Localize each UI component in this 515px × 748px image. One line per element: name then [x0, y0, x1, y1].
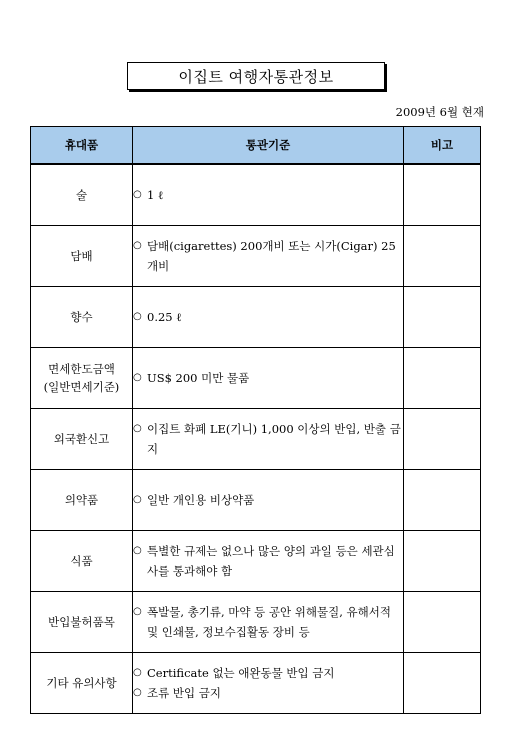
- standard-text: US$ 200 미만 물품: [147, 371, 250, 385]
- table-header-row: [31, 127, 481, 165]
- remarks-cell: [404, 470, 481, 531]
- remarks-cell: [404, 592, 481, 653]
- standard-text: 폭발물, 총기류, 마약 등 공안 위해물질, 유해서적 및 인쇄물, 정보수집활동 장비 등: [147, 605, 391, 639]
- standard-cell: [133, 409, 404, 470]
- page-title: 이집트 여행자통관정보: [127, 62, 385, 90]
- standard-entry: [133, 541, 403, 581]
- item-cell: [31, 653, 133, 714]
- item-cell: [31, 592, 133, 653]
- item-label: 면세한도금액: [48, 362, 115, 376]
- header-remarks: 비고: [404, 127, 481, 165]
- standard-text: 일반 개인용 비상약품: [147, 493, 255, 507]
- standard-entry: [133, 419, 403, 459]
- item-label: (일반면세기준): [43, 380, 120, 394]
- circle-bullet-icon: ○: [133, 687, 142, 698]
- remarks-cell: [404, 348, 481, 409]
- item-cell: [31, 287, 133, 348]
- standard-entry: [133, 185, 403, 205]
- standard-cell: [133, 226, 404, 287]
- circle-bullet-icon: ○: [133, 545, 142, 556]
- item-label: 기타 유의사항: [46, 676, 117, 690]
- remarks-cell: [404, 287, 481, 348]
- standard-cell: [133, 348, 404, 409]
- table-row: [31, 470, 481, 531]
- standard-entry: [133, 663, 403, 683]
- standard-entry: [133, 490, 403, 510]
- table-row: [31, 409, 481, 470]
- standard-text: Certificate 없는 애완동물 반입 금지: [147, 666, 335, 680]
- circle-bullet-icon: ○: [133, 667, 142, 678]
- standard-text: 0.25 ℓ: [147, 310, 182, 324]
- standard-entry: [133, 307, 403, 327]
- item-label: 담배: [70, 249, 93, 263]
- standard-text: 특별한 규제는 없으나 많은 양의 과일 등은 세관심사를 통과해야 함: [147, 544, 395, 578]
- standard-cell: [133, 531, 404, 592]
- customs-info-table: [30, 126, 481, 714]
- table-row: [31, 653, 481, 714]
- standard-entry: [133, 236, 403, 276]
- circle-bullet-icon: ○: [133, 372, 142, 383]
- item-cell: [31, 164, 133, 226]
- circle-bullet-icon: ○: [133, 423, 142, 434]
- item-cell: [31, 531, 133, 592]
- item-cell: [31, 409, 133, 470]
- circle-bullet-icon: ○: [133, 311, 142, 322]
- table-row: [31, 287, 481, 348]
- table-row: [31, 592, 481, 653]
- remarks-cell: [404, 531, 481, 592]
- remarks-cell: [404, 164, 481, 226]
- standard-cell: [133, 470, 404, 531]
- remarks-cell: [404, 653, 481, 714]
- remarks-cell: [404, 409, 481, 470]
- standard-text: 담배(cigarettes) 200개비 또는 시가(Cigar) 25개비: [147, 239, 396, 273]
- item-cell: [31, 226, 133, 287]
- standard-text: 조류 반입 금지: [147, 686, 221, 700]
- item-label: 외국환신고: [53, 432, 110, 446]
- standard-text: 이집트 화폐 LE(기니) 1,000 이상의 반입, 반출 금지: [147, 422, 401, 456]
- item-label: 반입불허품목: [48, 615, 115, 629]
- standard-entry: [133, 368, 403, 388]
- header-item: 휴대품: [31, 127, 133, 165]
- circle-bullet-icon: ○: [133, 494, 142, 505]
- item-cell: [31, 348, 133, 409]
- table-row: [31, 348, 481, 409]
- item-label: 술: [75, 188, 88, 202]
- standard-entry: [133, 602, 403, 642]
- header-standard: 통관기준: [133, 127, 404, 165]
- circle-bullet-icon: ○: [133, 606, 142, 617]
- standard-cell: [133, 653, 404, 714]
- date-note: 2009년 6월 현재: [395, 105, 484, 119]
- circle-bullet-icon: ○: [133, 240, 142, 251]
- table-row: [31, 531, 481, 592]
- remarks-cell: [404, 226, 481, 287]
- item-cell: [31, 470, 133, 531]
- standard-cell: [133, 592, 404, 653]
- item-label: 식품: [70, 554, 93, 568]
- item-label: 향수: [70, 310, 93, 324]
- standard-cell: [133, 164, 404, 226]
- item-label: 의약품: [64, 493, 99, 507]
- standard-entry: [133, 683, 403, 703]
- standard-cell: [133, 287, 404, 348]
- table-row: [31, 226, 481, 287]
- circle-bullet-icon: ○: [133, 189, 142, 200]
- table-row: [31, 164, 481, 226]
- standard-text: 1 ℓ: [147, 188, 164, 202]
